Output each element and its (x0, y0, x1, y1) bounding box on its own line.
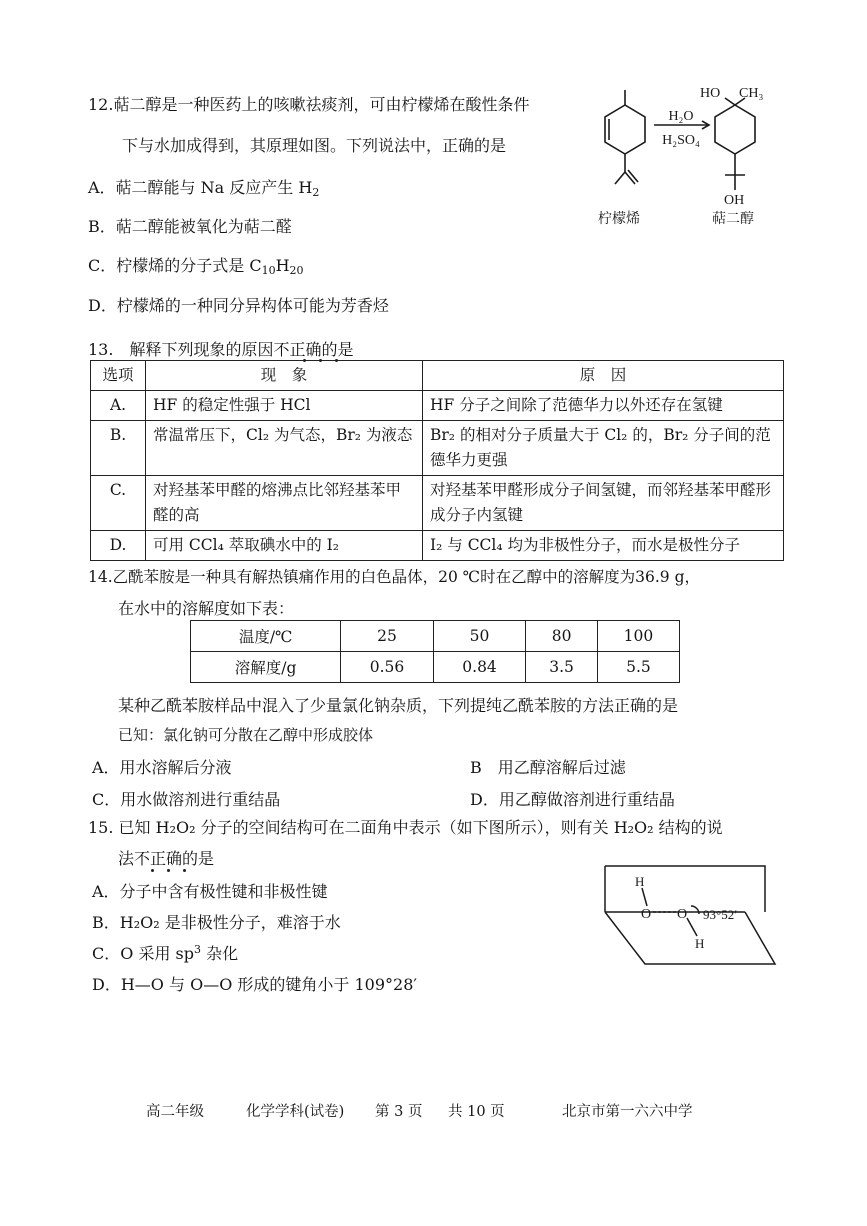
footer-school: 北京市第一六六中学 (562, 1104, 693, 1120)
row-reason: I₂ 与 CCl₄ 均为非极性分子，而水是极性分子 (423, 531, 784, 561)
q15-o-right: O (677, 907, 688, 922)
row-phenomenon: HF 的稳定性强于 HCl (146, 391, 423, 421)
row-option: B. (91, 421, 146, 476)
q12-option-b: B．萜二醇能被氧化为萜二醛 (88, 217, 292, 236)
footer-total: 共 10 页 (448, 1104, 505, 1120)
q15-h-bottom: H (695, 936, 705, 951)
q12-left-name: 柠檬烯 (598, 211, 640, 227)
q14-stem-line1: 14.乙酰苯胺是一种具有解热镇痛作用的白色晶体，20 ℃时在乙醇中的溶解度为36.9 g， (88, 568, 701, 586)
q12-reaction-figure (590, 80, 780, 240)
q14-stem-line2: 在水中的溶解度如下表： (118, 599, 295, 618)
table-cell: 25 (341, 621, 434, 652)
q12-reagent-top: H₂O (668, 109, 694, 124)
row-reason: HF 分子之间除了范德华力以外还存在氢键 (423, 391, 784, 421)
row-option: D. (91, 531, 146, 561)
table-row (191, 621, 680, 652)
q13-stem: 13. 解释下列现象的原因不正确的是 (88, 340, 354, 359)
row-phenomenon: 可用 CCl₄ 萃取碘水中的 I₂ (146, 531, 423, 561)
row-phenomenon: 常温常压下，Cl₂ 为气态，Br₂ 为液态 (146, 421, 423, 476)
q12-ch3-label: CH₃ (739, 86, 764, 101)
row-reason: Br₂ 的相对分子质量大于 Cl₂ 的，Br₂ 分子间的范德华力更强 (423, 421, 784, 476)
table-cell: 0.56 (341, 652, 434, 683)
emphasis-dot (183, 869, 186, 872)
table-row (91, 421, 784, 476)
header-reason: 原 因 (423, 361, 784, 391)
table-cell: 50 (433, 621, 526, 652)
q14-line3: 某种乙酰苯胺样品中混入了少量氯化钠杂质，下列提纯乙酰苯胺的方法正确的是 (118, 696, 679, 715)
table-cell: 80 (526, 621, 598, 652)
q12-right-name: 萜二醇 (712, 211, 754, 227)
q15-o-left: O (641, 907, 652, 922)
q15-dihedral-figure (595, 862, 780, 972)
q12-stem-line1: 12.萜二醇是一种医药上的咳嗽祛痰剂，可由柠檬烯在酸性条件 (88, 95, 530, 114)
footer-grade: 高二年级 (146, 1104, 204, 1120)
q12-ho-label: HO (700, 86, 721, 101)
q12-option-d: D．柠檬烯的一种同分异构体可能为芳香烃 (88, 296, 389, 315)
q15-angle-label: 93°52′ (703, 907, 738, 922)
q15-option-b: B．H₂O₂ 是非极性分子，难溶于水 (92, 913, 341, 932)
table-cell: 3.5 (526, 652, 598, 683)
header-phenomenon: 现 象 (146, 361, 423, 391)
row-label-solubility: 溶解度/g (191, 652, 341, 683)
table-row (91, 391, 784, 421)
q15-stem-line2: 法不正确的是 (118, 849, 215, 868)
emphasis-dot (151, 869, 154, 872)
emphasis-dot (167, 869, 170, 872)
q14-line4: 已知：氯化钠可分散在乙醇中形成胶体 (118, 726, 374, 744)
table-cell: 5.5 (597, 652, 679, 683)
table-cell: 0.84 (433, 652, 526, 683)
q15-h-top: H (635, 874, 645, 889)
row-phenomenon: 对羟基苯甲醛的熔沸点比邻羟基苯甲醛的高 (146, 476, 423, 531)
q12-option-a: A．萜二醇能与 Na 反应产生 $H_2$ (88, 178, 320, 199)
q14-solubility-table (190, 620, 680, 683)
row-option: A. (91, 391, 146, 421)
q15-stem-line1: 15. 已知 H₂O₂ 分子的空间结构可在二面角中表示（如下图所示），则有关 H₂O₂ 结构的说 (88, 818, 723, 837)
q14-option-c: C．用水做溶剂进行重结晶 (92, 790, 281, 809)
footer-page: 第 3 页 (375, 1104, 423, 1120)
q12-stem-line2: 下与水加成得到，其原理如图。下列说法中，正确的是 (122, 136, 507, 155)
table-cell: 100 (597, 621, 679, 652)
q14-option-a: A．用水溶解后分液 (92, 758, 232, 777)
table-row (191, 652, 680, 683)
table-row (91, 476, 784, 531)
table-row (91, 531, 784, 561)
q15-option-a: A．分子中含有极性键和非极性键 (92, 882, 328, 901)
q15-option-d: D．H—O 与 O—O 形成的键角小于 109°28′ (92, 975, 418, 994)
q15-option-c: C．O 采用 $sp^3$ 杂化 (92, 943, 239, 963)
q14-option-b: B 用乙醇溶解后过滤 (470, 758, 626, 777)
footer-subject: 化学学科(试卷) (246, 1104, 345, 1120)
q13-table (90, 360, 784, 561)
header-option: 选项 (91, 361, 146, 391)
table-header-row (91, 361, 784, 391)
row-option: C. (91, 476, 146, 531)
q14-option-d: D．用乙醇做溶剂进行重结晶 (470, 790, 675, 809)
q12-option-c: C．柠檬烯的分子式是 $C_{10}H_{20}$ (88, 256, 304, 277)
row-label-temperature: 温度/℃ (191, 621, 341, 652)
row-reason: 对羟基苯甲醛形成分子间氢键，而邻羟基苯甲醛形成分子内氢键 (423, 476, 784, 531)
q12-reagent-bottom: H₂SO₄ (662, 133, 700, 148)
q12-oh-label: OH (724, 193, 745, 208)
